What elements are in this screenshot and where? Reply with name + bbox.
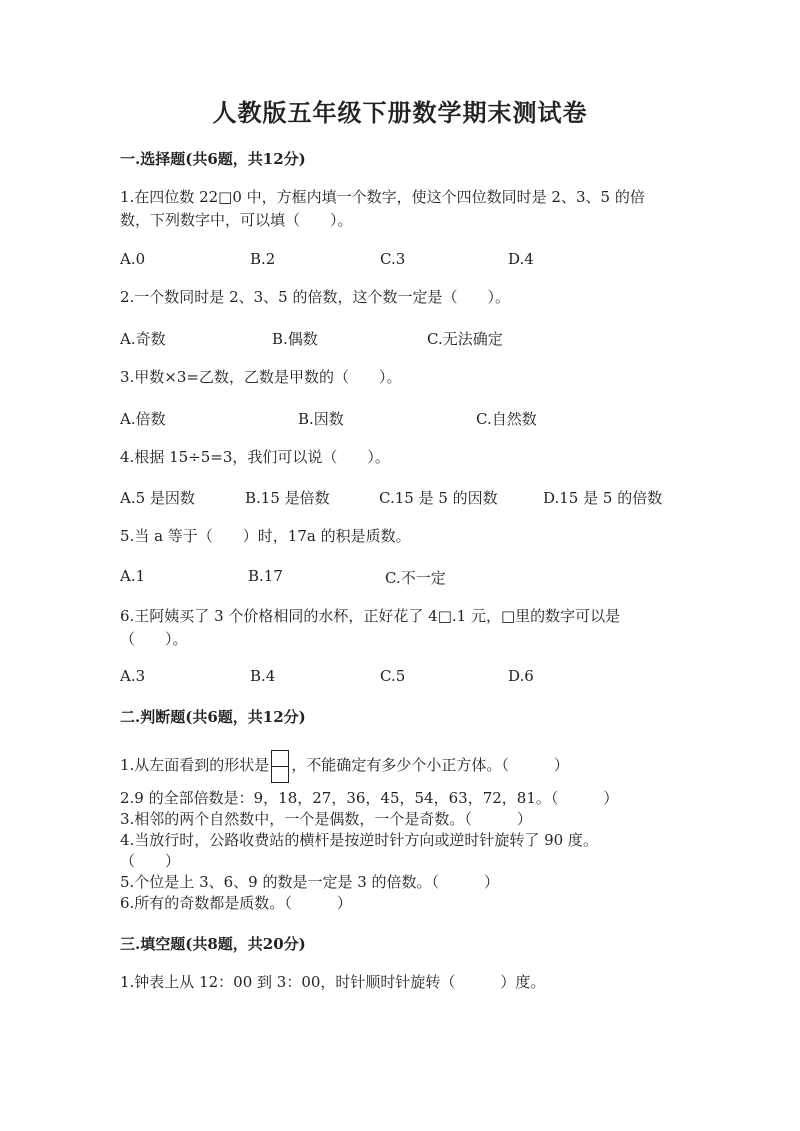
question-text: （ ）。 xyxy=(120,630,188,648)
option-c: C.15 是 5 的因数 xyxy=(379,489,498,507)
question-text: 1.钟表上从 12：00 到 3：00，时针顺时针旋转（ ）度。 xyxy=(120,973,546,991)
question-text: ，不能确定有多少个小正方体。（ ） xyxy=(291,756,569,774)
page-title: 人教版五年级下册数学期末测试卷 xyxy=(212,98,588,127)
option-b: B.2 xyxy=(250,250,276,268)
option-d: D.4 xyxy=(508,250,534,268)
section-heading-choice: 一.选择题(共6题，共12分) xyxy=(120,150,306,168)
option-c: C.不一定 xyxy=(385,569,446,587)
option-c: C.自然数 xyxy=(476,410,537,428)
option-b: B.15 是倍数 xyxy=(245,489,330,507)
question-text: 6.所有的奇数都是质数。（ ） xyxy=(120,894,352,912)
question-row xyxy=(120,746,680,784)
option-c: C.5 xyxy=(380,667,406,685)
question-text: 2.一个数同时是 2、3、5 的倍数，这个数一定是（ ）。 xyxy=(120,288,510,306)
option-a: A.3 xyxy=(120,667,146,685)
question-text: 3.相邻的两个自然数中，一个是偶数，一个是奇数。（ ） xyxy=(120,810,532,828)
option-a: A.1 xyxy=(120,567,146,585)
question-text: （ ） xyxy=(120,852,181,870)
option-c: C.无法确定 xyxy=(427,330,503,348)
option-d: D.6 xyxy=(508,667,534,685)
option-b: B.17 xyxy=(248,567,283,585)
option-a: A.0 xyxy=(120,250,146,268)
question-text: 5.当 a 等于（ ）时，17a 的积是质数。 xyxy=(120,527,411,545)
question-text: 4.当放行时，公路收费站的横杆是按逆时针方向或逆时针旋转了 90 度。 xyxy=(120,831,598,849)
option-b: B.偶数 xyxy=(272,330,318,348)
section-heading-fill-in: 三.填空题(共8题，共20分) xyxy=(120,935,306,953)
question-text: 3.甲数×3=乙数，乙数是甲数的（ ）。 xyxy=(120,368,402,386)
question-text: 4.根据 15÷5=3，我们可以说（ ）。 xyxy=(120,448,390,466)
option-c: C.3 xyxy=(380,250,406,268)
question-text: 6.王阿姨买了 3 个价格相同的水杯，正好花了 4□.1 元，□里的数字可以是 xyxy=(120,607,621,625)
question-text: 5.个位是上 3、6、9 的数是一定是 3 的倍数。（ ） xyxy=(120,873,500,891)
option-b: B.因数 xyxy=(298,410,344,428)
question-text: 数，下列数字中，可以填（ ）。 xyxy=(120,211,353,229)
option-a: A.倍数 xyxy=(120,410,166,428)
option-a: A.5 是因数 xyxy=(120,489,195,507)
question-text: 1.从左面看到的形状是 xyxy=(120,756,270,774)
option-d: D.15 是 5 的倍数 xyxy=(543,489,663,507)
question-text: 2.9 的全部倍数是：9，18，27，36，45，54，63，72，81。（ ） xyxy=(120,789,619,807)
option-b: B.4 xyxy=(250,667,276,685)
option-a: A.奇数 xyxy=(120,330,166,348)
stacked-squares-figure xyxy=(271,750,289,783)
question-text: 1.在四位数 22□0 中，方框内填一个数字，使这个四位数同时是 2、3、5 的倍 xyxy=(120,188,645,206)
section-heading-judgement: 二.判断题(共6题，共12分) xyxy=(120,708,306,726)
